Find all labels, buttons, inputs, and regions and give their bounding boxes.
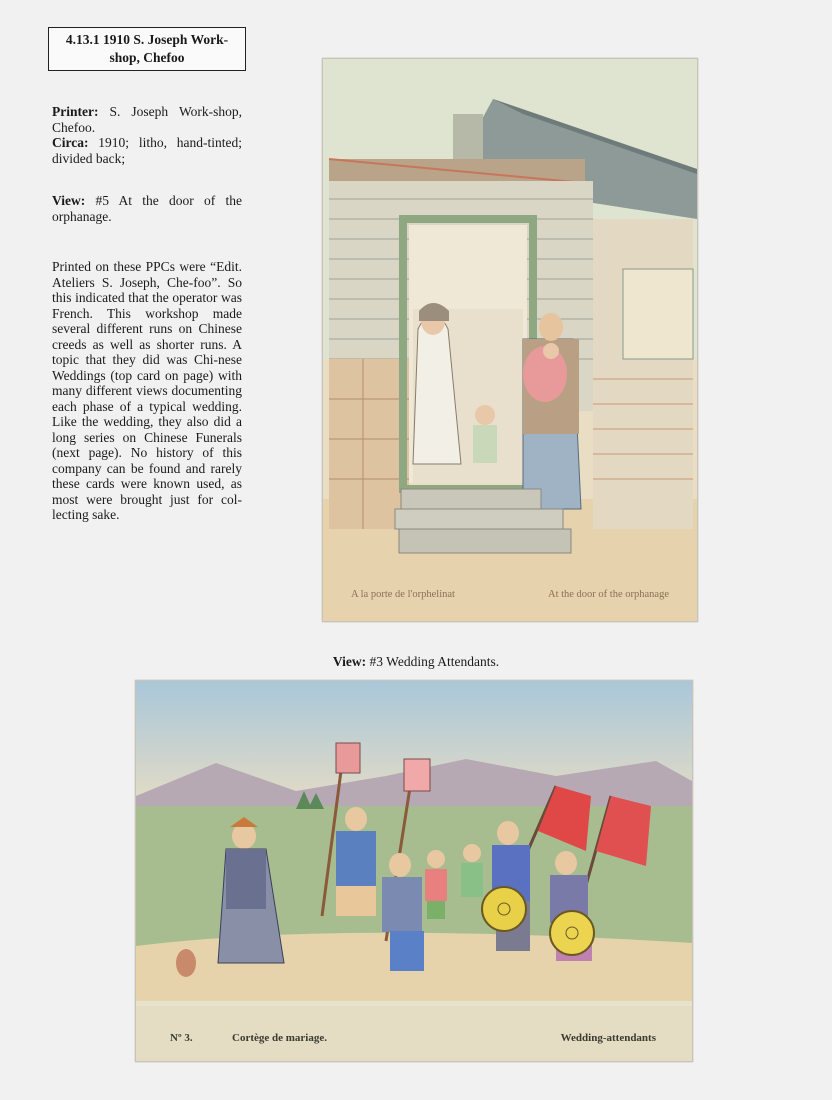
postcard-orphanage xyxy=(322,58,698,622)
section-title-line1: 4.13.1 1910 S. Joseph Work- xyxy=(65,32,229,47)
card1-caption-en: At the door of the orphanage xyxy=(547,589,669,600)
postcard-orphanage-illustration xyxy=(323,59,697,621)
notes-paragraph: Printed on these PPCs were “Edit. Ateliers S. Joseph, Che-foo”. So this indicated that the operator was French. This workshop made several different runs on Chinese creeds as well as shorter runs. A topic that they did was Chi-nese Weddings (top card on page) with many different views documenting each phase of a typical wedding. Like the wedding, they also did a long series on Chinese Funerals (next page). No history of this company can be found and rarely these cards were known used, as most were brought just for col-lecting sake. xyxy=(52,259,242,522)
postcard-wedding-attendants xyxy=(135,680,693,1062)
circa-label: Circa: xyxy=(52,135,89,150)
printer-circa-block xyxy=(52,104,242,166)
card2-caption-fr: Cortège de mariage. xyxy=(232,1032,327,1044)
card2-caption-en: Wedding-attendants xyxy=(560,1032,656,1044)
section-title-line2: shop, Chefoo xyxy=(109,50,185,65)
card2-view-value: #3 Wedding Attendants. xyxy=(369,654,500,669)
card1-caption-fr: A la porte de l'orphelinat xyxy=(351,589,455,600)
postcard-wedding-illustration xyxy=(136,681,692,1061)
card2-view-caption xyxy=(0,654,832,670)
view-block xyxy=(52,193,242,224)
view-value: #5 At the door of the orphanage. xyxy=(52,193,243,224)
printer-value: S. Joseph Work-shop, Chefoo. xyxy=(52,104,242,135)
card2-view-label: View: xyxy=(332,654,367,669)
card2-number: Nº 3. xyxy=(170,1032,193,1044)
section-title xyxy=(48,27,246,71)
circa-value: 1910; litho, hand-tinted; divided back; xyxy=(52,135,242,166)
printer-label: Printer: xyxy=(52,104,99,119)
view-label: View: xyxy=(52,193,86,208)
